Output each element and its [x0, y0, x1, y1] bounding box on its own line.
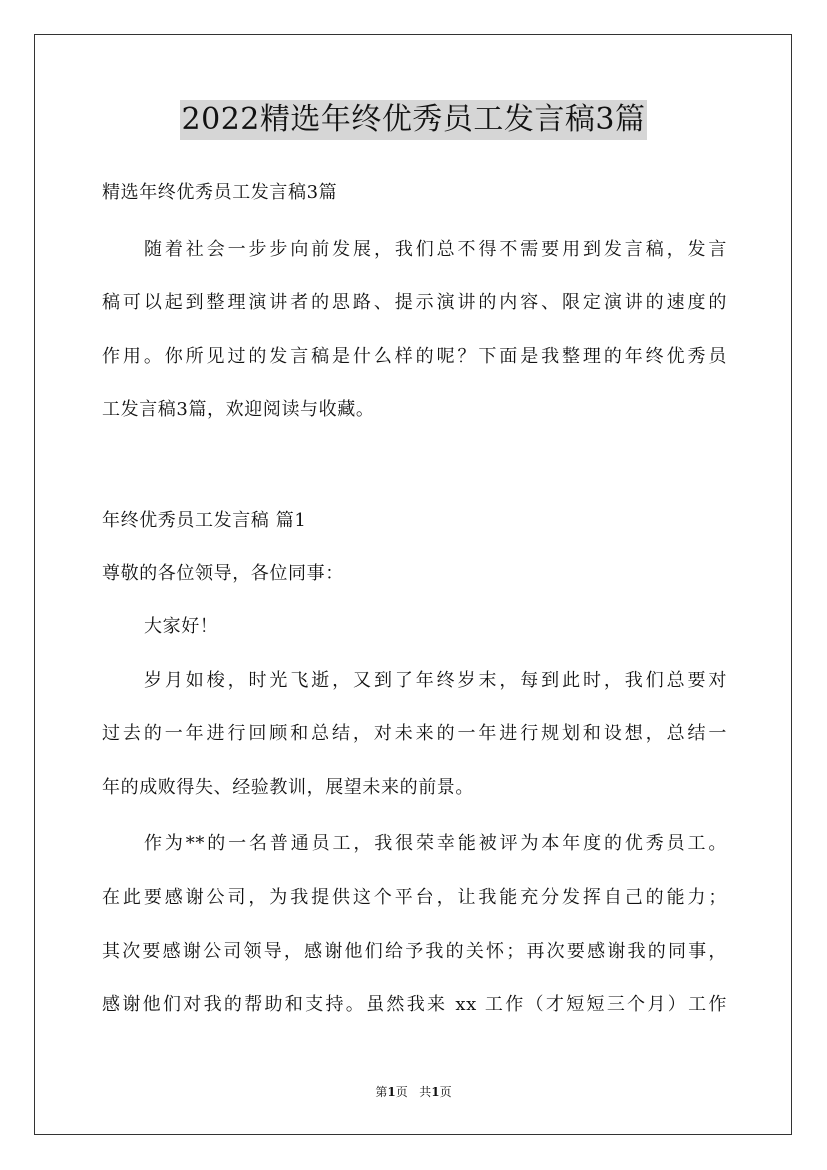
- total-pages: 1: [431, 1085, 440, 1099]
- paragraph-1-line-2: 过去的一年进行回顾和总结，对未来的一年进行规划和设想，总结一: [102, 723, 727, 744]
- total-suffix: 页: [439, 1085, 452, 1099]
- intro-line-4: 工发言稿3篇，欢迎阅读与收藏。: [102, 399, 375, 420]
- intro-line-1: 随着社会一步步向前发展，我们总不得不需要用到发言稿，发言: [144, 239, 727, 260]
- intro-line-2: 稿可以起到整理演讲者的思路、提示演讲的内容、限定演讲的速度的: [102, 292, 727, 313]
- paragraph-2-line-4: 感谢他们对我的帮助和支持。虽然我来 xx 工作（才短短三个月）工作: [102, 994, 727, 1015]
- greeting: 大家好！: [144, 616, 219, 637]
- paragraph-2-line-3: 其次要感谢公司领导，感谢他们给予我的关怀；再次要感谢我的同事，: [102, 941, 727, 962]
- paragraph-2-line-2: 在此要感谢公司，为我提供这个平台，让我能充分发挥自己的能力；: [102, 887, 727, 908]
- page-suffix: 页: [395, 1085, 408, 1099]
- document-subtitle: 精选年终优秀员工发言稿3篇: [102, 182, 338, 203]
- paragraph-1-line-1: 岁月如梭，时光飞逝，又到了年终岁末，每到此时，我们总要对: [144, 670, 727, 691]
- page-footer: [0, 1084, 827, 1100]
- section-heading: 年终优秀员工发言稿 篇1: [102, 510, 307, 531]
- page-number: 1: [387, 1085, 396, 1099]
- salutation: 尊敬的各位领导，各位同事：: [102, 563, 344, 584]
- paragraph-1-line-3: 年的成败得失、经验教训，展望未来的前景。: [102, 777, 474, 798]
- paragraph-2-line-1: 作为**的一名普通员工，我很荣幸能被评为本年度的优秀员工。: [144, 833, 727, 854]
- total-prefix: 共: [419, 1085, 432, 1099]
- page-prefix: 第: [375, 1085, 388, 1099]
- intro-line-3: 作用。你所见过的发言稿是什么样的呢？下面是我整理的年终优秀员: [102, 346, 727, 367]
- document-title-text: 2022精选年终优秀员工发言稿3篇: [180, 100, 648, 140]
- document-title: [0, 100, 827, 140]
